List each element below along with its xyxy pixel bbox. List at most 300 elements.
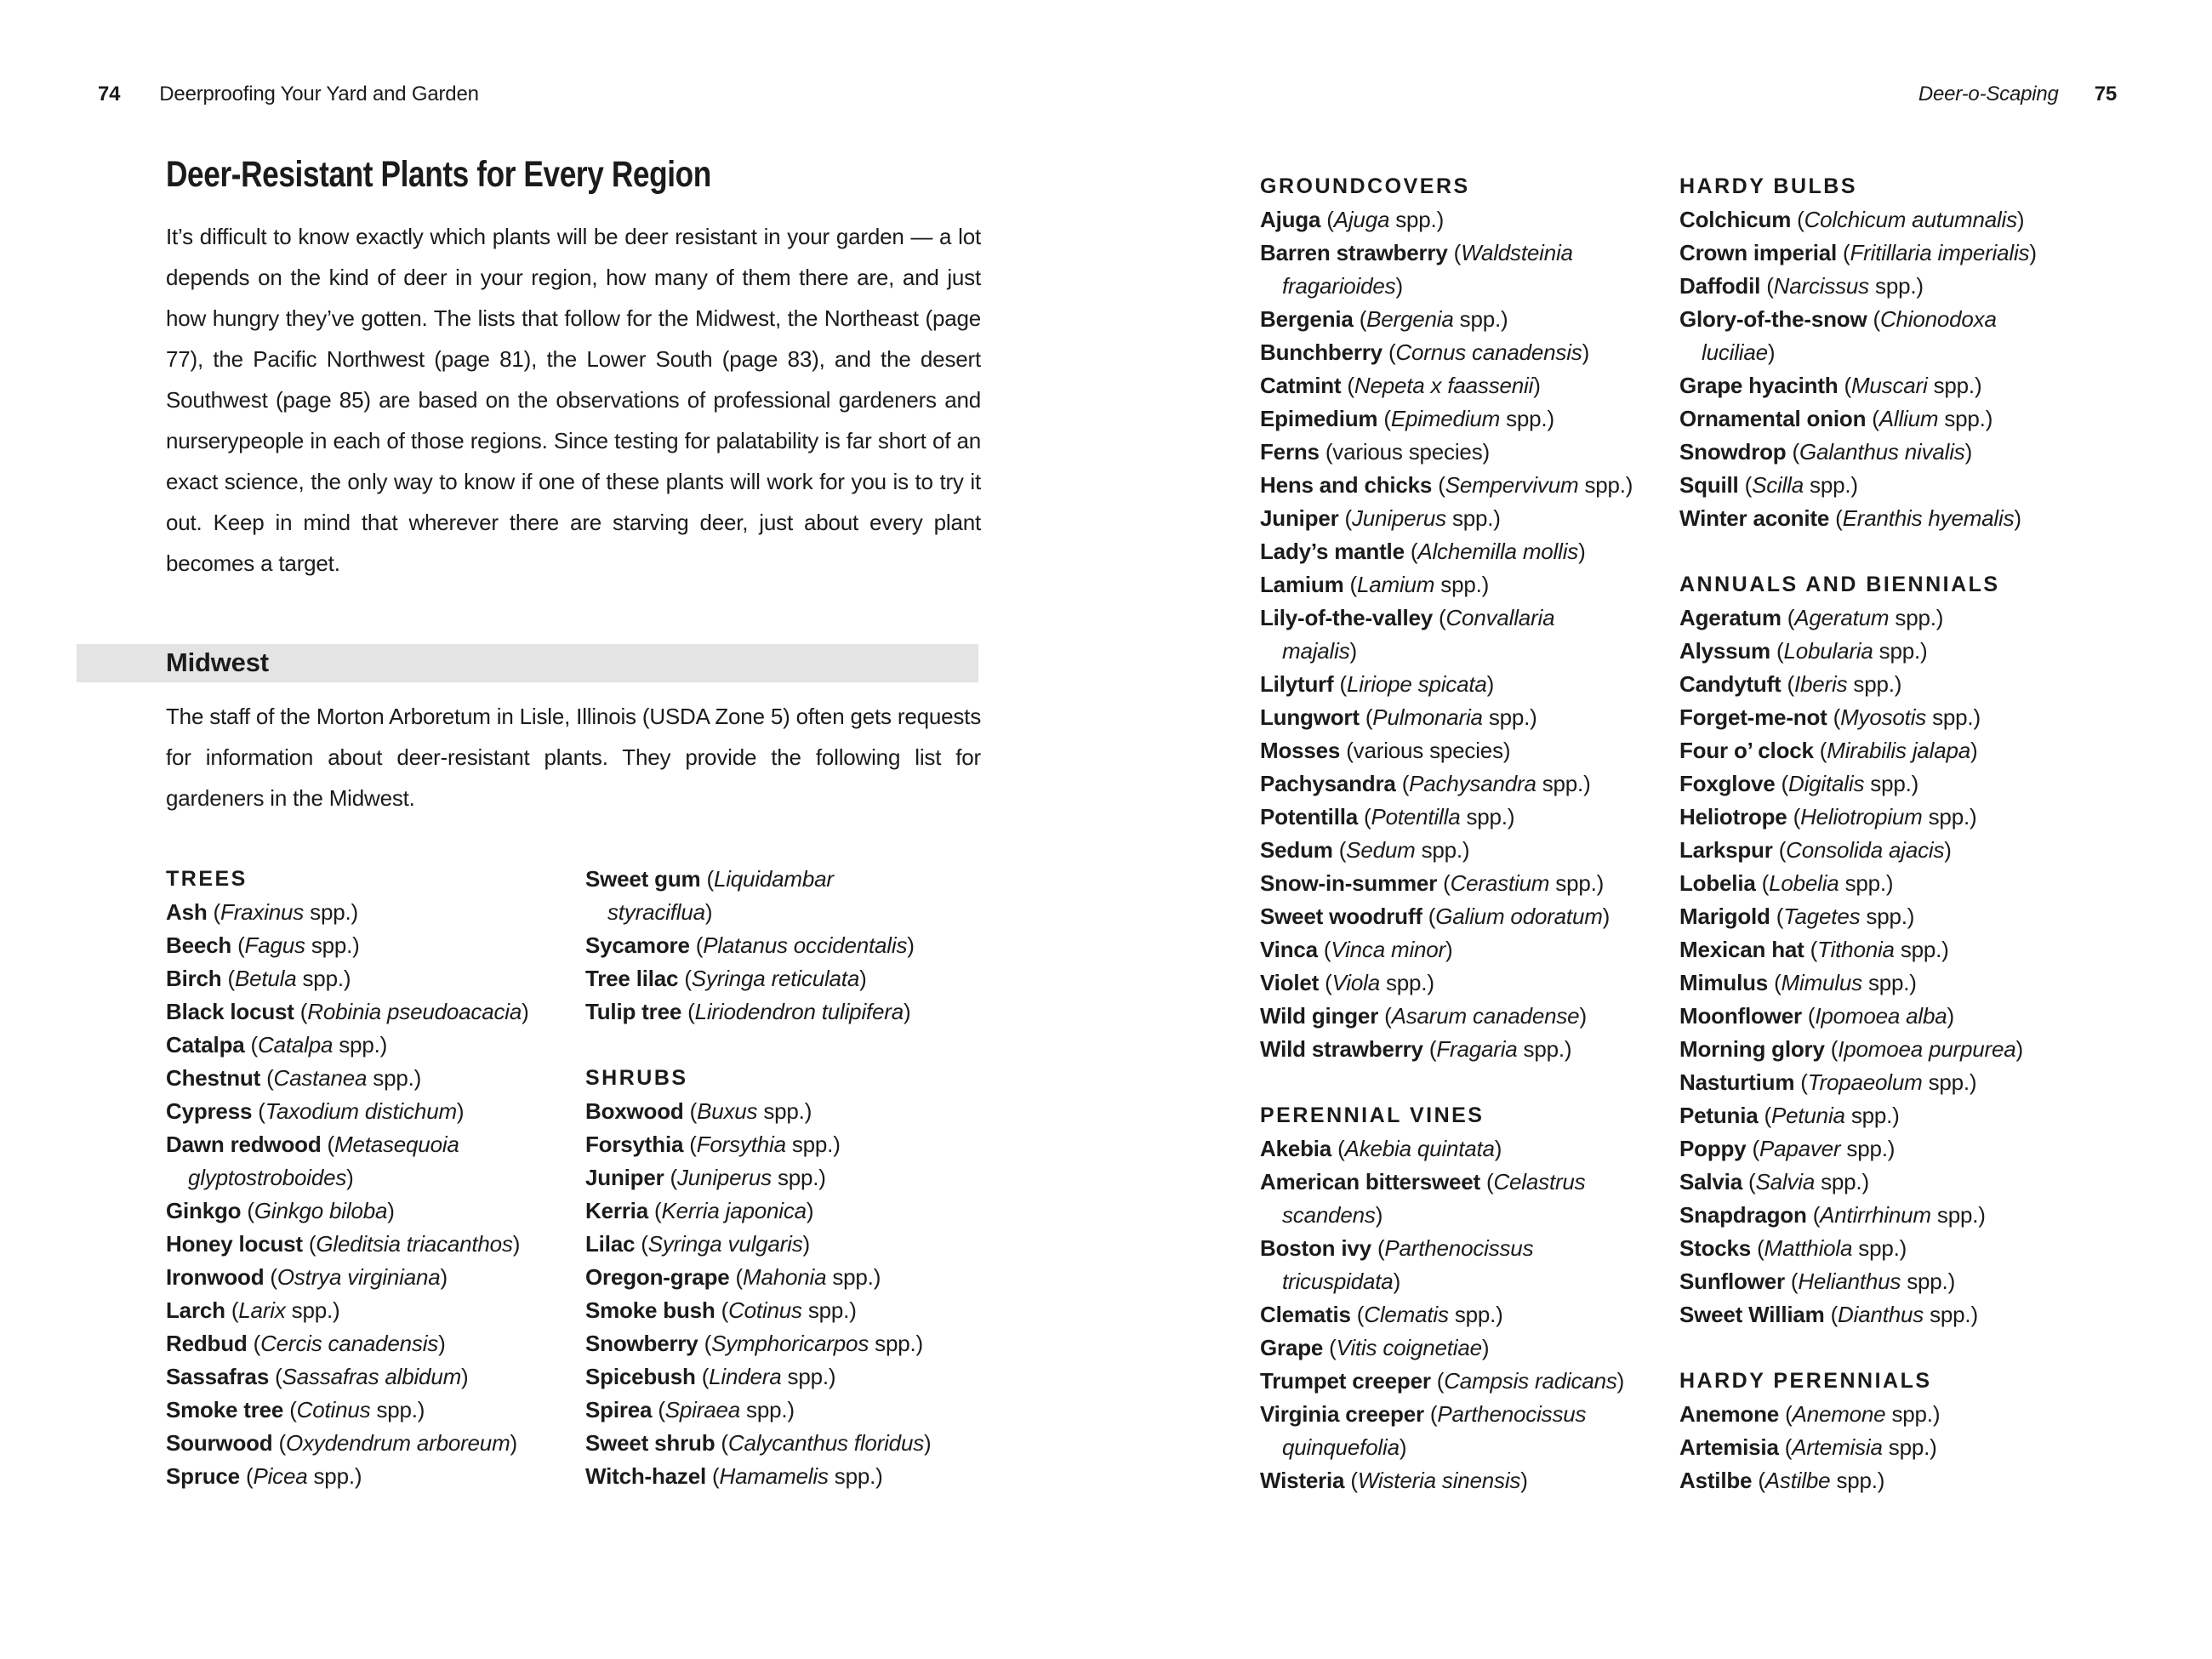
plant-category-header: GROUNDCOVERS <box>1260 174 1470 198</box>
plant-list-item: Clematis (Clematis spp.) <box>1260 1302 1503 1327</box>
plant-common-name: Boston ivy <box>1260 1235 1371 1261</box>
plant-common-name: Spicebush <box>585 1364 696 1389</box>
plant-list-item: Snow-in-summer (Cerastium spp.) <box>1260 870 1605 896</box>
plant-latin-name: Hamamelis <box>719 1463 829 1489</box>
intro-paragraph: It’s difficult to know exactly which plants will be deer resistant in your garden — a lot depends on the kind of deer in your region, how many of them there are, and just how hungry they’ve gotten. The lists that follow for the Midwest, the Northeast (page 77), the Pacific Northwest (page 81), the Lower South (page 83), and the desert Southwest (page 85) are based on the observations of professional gardeners and nurserypeople in each of those regions. Since testing for palatability is far short of an exact science, the only way to know if one of these plants will work for you is to try it out. Keep in mind that wherever there are starving deer, just about every plant becomes a target. <box>166 224 981 576</box>
plant-list-section <box>1679 1365 2139 1497</box>
plant-latin-name: Viola <box>1331 970 1380 995</box>
plant-latin-name: Tithonia <box>1817 937 1895 962</box>
plant-common-name: Honey locust <box>166 1231 303 1257</box>
plant-latin-name: Potentilla <box>1371 804 1461 830</box>
plant-latin-name: Galanthus nivalis <box>1799 439 1965 465</box>
plant-latin-name: Scilla <box>1752 472 1804 498</box>
plant-list-item: Chestnut (Castanea spp.) <box>166 1065 422 1091</box>
plant-latin-name: Liriodendron tulipifera <box>694 999 904 1024</box>
plant-common-name: Sweet shrub <box>585 1430 715 1456</box>
page-number-right: 75 <box>2094 83 2117 105</box>
plant-common-name: Mimulus <box>1679 970 1769 995</box>
plant-latin-name: Buxus <box>697 1098 758 1124</box>
plant-common-name: Mosses <box>1260 738 1341 763</box>
plant-list-item: Ajuga (Ajuga spp.) <box>1260 207 1445 232</box>
plant-latin-name: Taxodium distichum <box>265 1098 457 1124</box>
plant-latin-name: Oxydendrum arboreum <box>285 1430 510 1456</box>
plant-common-name: Ironwood <box>166 1264 265 1290</box>
plant-common-name: Foxglove <box>1679 771 1776 796</box>
plant-list-item: Grape (Vitis coignetiae) <box>1260 1335 1490 1360</box>
plant-common-name: Ginkgo <box>166 1198 242 1223</box>
plant-common-name: Cypress <box>166 1098 253 1124</box>
plant-common-name: Lady’s mantle <box>1260 539 1405 564</box>
plant-common-name: Akebia <box>1260 1136 1332 1161</box>
plant-list-item: Petunia (Petunia spp.) <box>1679 1103 1900 1128</box>
plant-common-name: Nasturtium <box>1679 1069 1795 1095</box>
plant-list-item: Vinca (Vinca minor) <box>1260 937 1453 962</box>
plant-common-name: Salvia <box>1679 1169 1742 1194</box>
plant-common-name: Snowdrop <box>1679 439 1787 465</box>
plant-latin-name: Ipomoea alba <box>1815 1003 1947 1029</box>
plant-list-item: Forget-me-not (Myosotis spp.) <box>1679 704 1981 730</box>
plant-common-name: Moonflower <box>1679 1003 1802 1029</box>
plant-common-name: Black locust <box>166 999 294 1024</box>
plant-common-name: Grape hyacinth <box>1679 373 1839 398</box>
trees-shrubs-column <box>585 863 992 1493</box>
plant-list-section <box>1679 568 2139 1331</box>
midwest-heading-bar <box>77 644 978 682</box>
plant-list-item: Cypress (Taxodium distichum) <box>166 1098 465 1124</box>
plant-common-name: Catalpa <box>166 1032 245 1058</box>
plant-common-name: Wild strawberry <box>1260 1036 1423 1062</box>
page-number-left: 74 <box>98 83 121 105</box>
plant-latin-name: Allium <box>1878 406 1939 431</box>
plant-latin-name: Colchicum autumnalis <box>1804 207 2017 232</box>
plant-list-item: Wild ginger (Asarum canadense) <box>1260 1003 1587 1029</box>
plant-list-item: Winter aconite (Eranthis hyemalis) <box>1679 505 2021 531</box>
plant-common-name: Sweet gum <box>585 866 701 892</box>
plant-list-item: Lilyturf (Liriope spicata) <box>1260 671 1495 697</box>
plant-latin-name: Convallaria majalis <box>1282 605 1555 664</box>
plant-latin-name: Gleditsia triacanthos <box>316 1231 513 1257</box>
plant-list-item: Lobelia (Lobelia spp.) <box>1679 870 1894 896</box>
plant-list-section <box>1260 1099 1670 1497</box>
plant-latin-name: Eranthis hyemalis <box>1842 505 2015 531</box>
plant-list-item: Sassafras (Sassafras albidum) <box>166 1364 469 1389</box>
plant-list-item: Alyssum (Lobularia spp.) <box>1679 638 1928 664</box>
trees-column <box>166 863 584 1493</box>
plant-common-name: Chestnut <box>166 1065 261 1091</box>
plant-common-name: Heliotrope <box>1679 804 1787 830</box>
plant-list-item: Heliotrope (Heliotropium spp.) <box>1679 804 1977 830</box>
plant-list-item: Tree lilac (Syringa reticulata) <box>585 966 867 991</box>
plant-list-section <box>1679 170 2139 535</box>
plant-list-item: Spruce (Picea spp.) <box>166 1463 362 1489</box>
plant-latin-name: Mimulus <box>1781 970 1862 995</box>
plant-list-item: Beech (Fagus spp.) <box>166 932 360 958</box>
plant-latin-name: Tropaeolum <box>1807 1069 1923 1095</box>
plant-common-name: Sweet William <box>1679 1302 1825 1327</box>
plant-latin-name: Helianthus <box>1798 1268 1901 1294</box>
plant-common-name: Sedum <box>1260 837 1333 863</box>
plant-common-name: Ash <box>166 899 208 925</box>
plant-list-section <box>585 1062 992 1493</box>
plant-common-name: Kerria <box>585 1198 648 1223</box>
plant-latin-name: Vitis coignetiae <box>1336 1335 1482 1360</box>
plant-common-name: Sunflower <box>1679 1268 1785 1294</box>
plant-list-item: Hens and chicks (Sempervivum spp.) <box>1260 472 1633 498</box>
plant-list-item: Witch-hazel (Hamamelis spp.) <box>585 1463 883 1489</box>
plant-common-name: Ferns <box>1260 439 1320 465</box>
plant-list-item: Smoke bush (Cotinus spp.) <box>585 1297 857 1323</box>
plant-list-item: Snowberry (Symphoricarpos spp.) <box>585 1331 923 1356</box>
plant-latin-name: Consolida ajacis <box>1786 837 1945 863</box>
plant-common-name: Snow-in-summer <box>1260 870 1438 896</box>
plant-list-item: Mexican hat (Tithonia spp.) <box>1679 937 1949 962</box>
plant-latin-name: Juniperus <box>677 1165 772 1190</box>
plant-list-item: Spicebush (Lindera spp.) <box>585 1364 836 1389</box>
plant-category-header: HARDY BULBS <box>1679 174 1857 198</box>
plant-latin-name: Chionodoxa luciliae <box>1702 306 1997 365</box>
plant-common-name: Witch-hazel <box>585 1463 707 1489</box>
plant-common-name: Sourwood <box>166 1430 273 1456</box>
plant-list-item: Black locust (Robinia pseudoacacia) <box>166 999 529 1024</box>
plant-list-item: Astilbe (Astilbe spp.) <box>1679 1468 1885 1493</box>
plant-list-item: Spirea (Spiraea spp.) <box>585 1397 795 1422</box>
chapter-title: Deer-Resistant Plants for Every Region <box>166 154 711 195</box>
plant-common-name: Four o’ clock <box>1679 738 1814 763</box>
plant-latin-name: Lamium <box>1356 572 1435 597</box>
plant-list-item: Lady’s mantle (Alchemilla mollis) <box>1260 539 1586 564</box>
plant-latin-name: Digitalis <box>1788 771 1865 796</box>
running-head-right <box>1918 83 2117 106</box>
plant-latin-name: Akebia quintata <box>1344 1136 1495 1161</box>
plant-list-item: Sweet shrub (Calycanthus floridus) <box>585 1430 932 1456</box>
plant-latin-name: Parthenocissus tricuspidata <box>1282 1235 1534 1294</box>
plant-latin-name: Astilbe <box>1764 1468 1831 1493</box>
plant-list-item: Epimedium (Epimedium spp.) <box>1260 406 1554 431</box>
plant-latin-name: Calycanthus floridus <box>727 1430 925 1456</box>
plant-common-name: Sweet woodruff <box>1260 904 1422 929</box>
plant-latin-name: Salvia <box>1755 1169 1816 1194</box>
plant-list-item: Forsythia (Forsythia spp.) <box>585 1132 841 1157</box>
plant-common-name: Potentilla <box>1260 804 1359 830</box>
plant-latin-name: Larix <box>238 1297 286 1323</box>
plant-latin-name: Artemisia <box>1792 1434 1883 1460</box>
plant-latin-name: Ostrya virginiana <box>276 1264 441 1290</box>
plant-list-item: Sourwood (Oxydendrum arboreum) <box>166 1430 517 1456</box>
plant-latin-name: Mirabilis jalapa <box>1827 738 1971 763</box>
plant-common-name: Vinca <box>1260 937 1318 962</box>
plant-list-item: Ironwood (Ostrya virginiana) <box>166 1264 448 1290</box>
plant-latin-name: Lindera <box>709 1364 782 1389</box>
plant-latin-name: Sedum <box>1346 837 1416 863</box>
plant-category-header: ANNUALS AND BIENNIALS <box>1679 573 2000 596</box>
plant-common-name: Lily-of-the-valley <box>1260 605 1433 630</box>
plant-latin-name: Alchemilla mollis <box>1417 539 1579 564</box>
plant-list-item: Sweet woodruff (Galium odoratum) <box>1260 904 1611 929</box>
plant-list-item: Colchicum (Colchicum autumnalis) <box>1679 207 2025 232</box>
plant-latin-name: Fagus <box>244 932 305 958</box>
plant-latin-name: Kerria japonica <box>661 1198 807 1223</box>
plant-latin-name: Asarum canadense <box>1391 1003 1580 1029</box>
plant-list-item: American bittersweet (Celastrus scandens) <box>1260 1169 1586 1228</box>
plant-latin-name: Catalpa <box>258 1032 334 1058</box>
plant-common-name: Artemisia <box>1679 1434 1779 1460</box>
running-head-left <box>98 83 479 106</box>
plant-list-item: Morning glory (Ipomoea purpurea) <box>1679 1036 2023 1062</box>
plant-common-name: Juniper <box>585 1165 664 1190</box>
plant-common-name: Ornamental onion <box>1679 406 1867 431</box>
plant-common-name: Birch <box>166 966 222 991</box>
plant-list-item: Ginkgo (Ginkgo biloba) <box>166 1198 395 1223</box>
right-page <box>1106 0 2212 1659</box>
plant-common-name: Glory-of-the-snow <box>1679 306 1867 332</box>
plant-common-name: Lungwort <box>1260 704 1360 730</box>
plant-list-section <box>166 863 584 1493</box>
plant-list-item: Daffodil (Narcissus spp.) <box>1679 273 1924 299</box>
plant-common-name: Juniper <box>1260 505 1339 531</box>
plant-latin-name: Juniperus <box>1352 505 1446 531</box>
plant-latin-name: Cotinus <box>728 1297 802 1323</box>
plant-common-name: Clematis <box>1260 1302 1351 1327</box>
plant-common-name: Crown imperial <box>1679 240 1838 265</box>
plant-latin-name: Campsis radicans <box>1444 1368 1617 1394</box>
plant-latin-name: Galium odoratum <box>1435 904 1603 929</box>
plant-list-item: Poppy (Papaver spp.) <box>1679 1136 1896 1161</box>
plant-latin-name: Papaver <box>1759 1136 1841 1161</box>
plant-list-item: Boxwood (Buxus spp.) <box>585 1098 812 1124</box>
plant-list-item: Artemisia (Artemisia spp.) <box>1679 1434 1937 1460</box>
plant-latin-name: Sempervivum <box>1445 472 1579 498</box>
plant-latin-name: Ageratum <box>1794 605 1890 630</box>
plant-common-name: Mexican hat <box>1679 937 1804 962</box>
plant-list-item: Potentilla (Potentilla spp.) <box>1260 804 1515 830</box>
plant-list-item: Four o’ clock (Mirabilis jalapa) <box>1679 738 1978 763</box>
plant-list-item: Bunchberry (Cornus canadensis) <box>1260 339 1590 365</box>
plant-latin-name: Antirrhinum <box>1820 1202 1931 1228</box>
plant-list-section <box>1260 170 1670 1066</box>
plant-common-name: Sassafras <box>166 1364 270 1389</box>
plant-common-name: Poppy <box>1679 1136 1747 1161</box>
plant-common-name: Virginia creeper <box>1260 1401 1424 1427</box>
plant-list-item: Stocks (Matthiola spp.) <box>1679 1235 1907 1261</box>
plant-common-name: Bunchberry <box>1260 339 1382 365</box>
plant-latin-name: Fraxinus <box>220 899 305 925</box>
plant-common-name: Spirea <box>585 1397 653 1422</box>
plant-list-item: Sycamore (Platanus occidentalis) <box>585 932 915 958</box>
plant-common-name: Sycamore <box>585 932 690 958</box>
plant-list-item: Salvia (Salvia spp.) <box>1679 1169 1869 1194</box>
plant-list-item: Juniper (Juniperus spp.) <box>585 1165 826 1190</box>
plant-list-item: Nasturtium (Tropaeolum spp.) <box>1679 1069 1977 1095</box>
plant-category-header: SHRUBS <box>585 1066 688 1090</box>
plant-latin-name: Liriope spicata <box>1347 671 1487 697</box>
plant-list-item: Ornamental onion (Allium spp.) <box>1679 406 1993 431</box>
plant-common-name: Barren strawberry <box>1260 240 1448 265</box>
plant-latin-name: Dianthus <box>1838 1302 1924 1327</box>
bulbs-annuals-perennials-column <box>1679 170 2139 1497</box>
plant-list-item: Oregon-grape (Mahonia spp.) <box>585 1264 881 1290</box>
plant-latin-name: Cercis canadensis <box>260 1331 439 1356</box>
plant-latin-name: Symphoricarpos <box>711 1331 869 1356</box>
plant-latin-name: Liquidambar styraciflua <box>607 866 834 925</box>
plant-list-item: Wild strawberry (Fragaria spp.) <box>1260 1036 1572 1062</box>
plant-list-item: Juniper (Juniperus spp.) <box>1260 505 1501 531</box>
plant-latin-name: Wisteria sinensis <box>1357 1468 1521 1493</box>
plant-common-name: Grape <box>1260 1335 1324 1360</box>
plant-common-name: Tulip tree <box>585 999 682 1024</box>
plant-latin-name: Fragaria <box>1436 1036 1518 1062</box>
plant-latin-name: Vinca minor <box>1331 937 1445 962</box>
plant-latin-name: Syringa vulgaris <box>647 1231 803 1257</box>
plant-list-item: Virginia creeper (Parthenocissus quinquefolia) <box>1260 1401 1587 1460</box>
plant-common-name: Redbud <box>166 1331 248 1356</box>
plant-list-item: Anemone (Anemone spp.) <box>1679 1401 1941 1427</box>
plant-list-item: Mimulus (Mimulus spp.) <box>1679 970 1917 995</box>
plant-latin-name: Waldsteinia fragarioides <box>1282 240 1573 299</box>
plant-common-name: Smoke tree <box>166 1397 284 1422</box>
plant-list-item: Foxglove (Digitalis spp.) <box>1679 771 1919 796</box>
plant-list-item: Squill (Scilla spp.) <box>1679 472 1858 498</box>
plant-latin-name: Anemone <box>1792 1401 1886 1427</box>
plant-list-item: Sweet William (Dianthus spp.) <box>1679 1302 1978 1327</box>
plant-latin-name: Epimedium <box>1390 406 1501 431</box>
plant-latin-name: Cotinus <box>296 1397 371 1422</box>
plant-latin-name: Nepeta x faassenii <box>1354 373 1534 398</box>
plant-latin-name: Ginkgo biloba <box>254 1198 388 1223</box>
plant-common-name: Trumpet creeper <box>1260 1368 1431 1394</box>
plant-common-name: Hens and chicks <box>1260 472 1433 498</box>
plant-list-item: Snowdrop (Galanthus nivalis) <box>1679 439 1973 465</box>
plant-common-name: Catmint <box>1260 373 1342 398</box>
plant-common-name: Daffodil <box>1679 273 1761 299</box>
plant-list-item: Akebia (Akebia quintata) <box>1260 1136 1502 1161</box>
plant-list-item: Moonflower (Ipomoea alba) <box>1679 1003 1954 1029</box>
plant-list-item: Larch (Larix spp.) <box>166 1297 340 1323</box>
plant-list-item: Barren strawberry (Waldsteinia fragarioides) <box>1260 240 1573 299</box>
plant-common-name: Oregon-grape <box>585 1264 730 1290</box>
plant-common-name: Winter aconite <box>1679 505 1830 531</box>
plant-list-item: Smoke tree (Cotinus spp.) <box>166 1397 425 1422</box>
plant-list-item: Sedum (Sedum spp.) <box>1260 837 1470 863</box>
plant-list-item: Marigold (Tagetes spp.) <box>1679 904 1915 929</box>
plant-common-name: Lilac <box>585 1231 636 1257</box>
plant-latin-name: Cornus canadensis <box>1395 339 1582 365</box>
plant-common-name: Wild ginger <box>1260 1003 1379 1029</box>
plant-category-header: HARDY PERENNIALS <box>1679 1369 1932 1393</box>
plant-common-name: Smoke bush <box>585 1297 715 1323</box>
plant-common-name: Snapdragon <box>1679 1202 1807 1228</box>
plant-list-item: Boston ivy (Parthenocissus tricuspidata) <box>1260 1235 1534 1294</box>
plant-list-item: Tulip tree (Liriodendron tulipifera) <box>585 999 911 1024</box>
plant-latin-name: Muscari <box>1850 373 1928 398</box>
plant-latin-name: Pulmonaria <box>1372 704 1483 730</box>
plant-latin-name: Spiraea <box>664 1397 740 1422</box>
groundcovers-vines-column <box>1260 170 1670 1497</box>
plant-list-item: Ferns (various species) <box>1260 439 1490 465</box>
plant-latin-name: Parthenocissus quinquefolia <box>1282 1401 1587 1460</box>
plant-common-name: Larch <box>166 1297 225 1323</box>
plant-list-item: Violet (Viola spp.) <box>1260 970 1434 995</box>
plant-common-name: Snowberry <box>585 1331 698 1356</box>
plant-latin-name: Mahonia <box>743 1264 827 1290</box>
plant-common-name: Ajuga <box>1260 207 1321 232</box>
plant-list-item: Mosses (various species) <box>1260 738 1511 763</box>
plant-common-name: Forsythia <box>585 1132 684 1157</box>
plant-common-name: Dawn redwood <box>166 1132 322 1157</box>
plant-list-item: Ageratum (Ageratum spp.) <box>1679 605 1944 630</box>
plant-list-section <box>585 863 992 1029</box>
plant-common-name: Squill <box>1679 472 1739 498</box>
plant-common-name: Anemone <box>1679 1401 1780 1427</box>
plant-latin-name: Sassafras albidum <box>282 1364 462 1389</box>
plant-list-item: Lamium (Lamium spp.) <box>1260 572 1490 597</box>
plant-latin-name: Clematis <box>1364 1302 1449 1327</box>
plant-list-item: Sweet gum (Liquidambar styraciflua) <box>585 866 834 925</box>
plant-category-header: TREES <box>166 867 248 891</box>
plant-latin-name: Cerastium <box>1450 870 1550 896</box>
plant-list-item: Larkspur (Consolida ajacis) <box>1679 837 1952 863</box>
plant-list-item: Ash (Fraxinus spp.) <box>166 899 358 925</box>
plant-latin-name: Heliotropium <box>1800 804 1923 830</box>
plant-common-name: Petunia <box>1679 1103 1759 1128</box>
plant-common-name: Lilyturf <box>1260 671 1334 697</box>
plant-latin-name: Lobularia <box>1783 638 1873 664</box>
plant-list-item: Dawn redwood (Metasequoia glyptostroboides) <box>166 1132 459 1190</box>
plant-common-name: Alyssum <box>1679 638 1770 664</box>
plant-common-name: Wisteria <box>1260 1468 1345 1493</box>
plant-latin-name: Platanus occidentalis <box>703 932 908 958</box>
plant-category-header: PERENNIAL VINES <box>1260 1103 1485 1127</box>
plant-latin-name: Bergenia <box>1366 306 1454 332</box>
plant-common-name: American bittersweet <box>1260 1169 1480 1194</box>
plant-common-name: Lamium <box>1260 572 1344 597</box>
plant-common-name: Spruce <box>166 1463 240 1489</box>
plant-list-item: Glory-of-the-snow (Chionodoxa luciliae) <box>1679 306 1997 365</box>
plant-list-item: Candytuft (Iberis spp.) <box>1679 671 1902 697</box>
plant-latin-name: Forsythia <box>696 1132 786 1157</box>
plant-common-name: Stocks <box>1679 1235 1752 1261</box>
plant-list-item: Kerria (Kerria japonica) <box>585 1198 814 1223</box>
plant-common-name: Larkspur <box>1679 837 1773 863</box>
plant-list-item: Lilac (Syringa vulgaris) <box>585 1231 810 1257</box>
plant-list-item: Sunflower (Helianthus spp.) <box>1679 1268 1956 1294</box>
plant-common-name: Marigold <box>1679 904 1770 929</box>
plant-list-item: Redbud (Cercis canadensis) <box>166 1331 446 1356</box>
plant-list-item: Trumpet creeper (Campsis radicans) <box>1260 1368 1625 1394</box>
plant-list-item: Catmint (Nepeta x faassenii) <box>1260 373 1541 398</box>
plant-common-name: Colchicum <box>1679 207 1792 232</box>
plant-latin-name: Fritillaria imperialis <box>1850 240 2030 265</box>
plant-latin-name: Iberis <box>1794 671 1848 697</box>
plant-latin-name: Ajuga <box>1333 207 1390 232</box>
plant-list-item: Crown imperial (Fritillaria imperialis) <box>1679 240 2037 265</box>
plant-common-name: Lobelia <box>1679 870 1756 896</box>
plant-latin-name: Tagetes <box>1783 904 1861 929</box>
plant-common-name: Forget-me-not <box>1679 704 1827 730</box>
running-head-left-text: Deerproofing Your Yard and Garden <box>159 83 479 105</box>
plant-latin-name: Pachysandra <box>1409 771 1536 796</box>
plant-latin-name: Robinia pseudoacacia <box>307 999 522 1024</box>
plant-common-name: Tree lilac <box>585 966 679 991</box>
plant-latin-name: Syringa reticulata <box>691 966 860 991</box>
plant-list-item: Catalpa (Catalpa spp.) <box>166 1032 388 1058</box>
plant-latin-name: Ipomoea purpurea <box>1838 1036 2016 1062</box>
plant-list-item: Honey locust (Gleditsia triacanthos) <box>166 1231 521 1257</box>
plant-latin-name: Metasequoia glyptostroboides <box>188 1132 459 1190</box>
plant-latin-name: Narcissus <box>1773 273 1869 299</box>
running-head-right-text: Deer-o-Scaping <box>1918 83 2059 105</box>
plant-common-name: Candytuft <box>1679 671 1782 697</box>
plant-common-name: Astilbe <box>1679 1468 1753 1493</box>
